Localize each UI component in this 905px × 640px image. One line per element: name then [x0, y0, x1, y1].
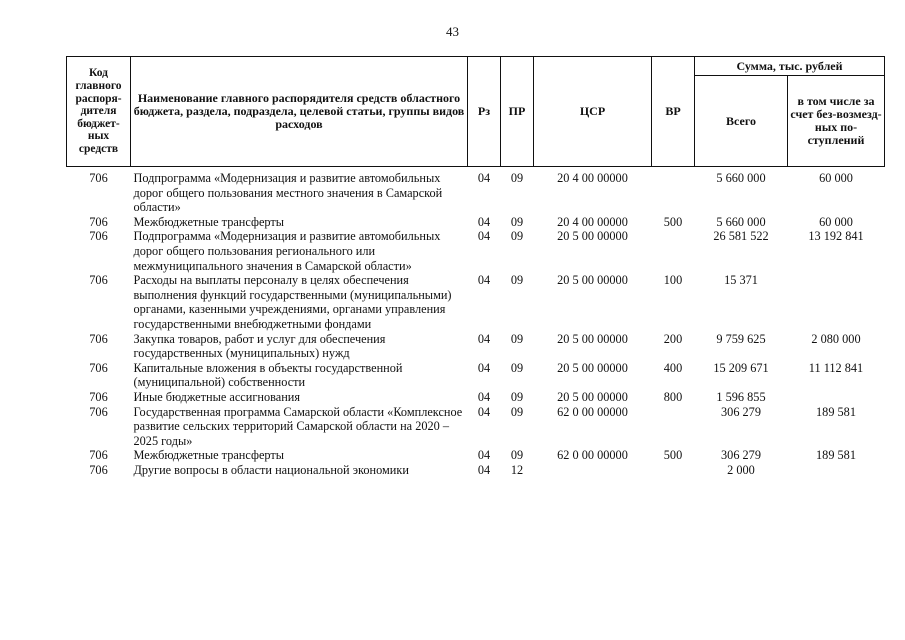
table-row	[67, 463, 885, 478]
cell-name: Подпрограмма «Модернизация и развитие автомобильных дорог общего пользования регионального или межмуниципального значения в Самарской области»	[133, 229, 441, 273]
cell-csr: 20 4 00 00000	[557, 214, 628, 229]
cell-csr	[534, 463, 652, 478]
cell-total: 2 000	[727, 462, 755, 477]
header-vr: ВР	[652, 57, 695, 167]
cell-vr: 400	[663, 360, 683, 375]
cell-csr: 62 0 00 00000	[557, 448, 628, 463]
cell-vr: 800	[663, 389, 683, 404]
cell-name: Государственная программа Самарской области «Комплексное развитие сельских территорий Самарской области на 2020 – 2025 годы»	[133, 404, 463, 448]
cell-pr: 12	[510, 462, 524, 477]
cell-code: 706	[89, 462, 108, 477]
table-row	[67, 332, 885, 361]
cell-csr: 20 5 00 00000	[557, 273, 628, 288]
table-body	[67, 167, 885, 478]
cell-name: Межбюджетные трансферты	[133, 214, 285, 229]
cell-incl	[788, 273, 885, 331]
cell-code: 706	[89, 389, 108, 404]
table-row	[67, 215, 885, 230]
cell-total: 9 759 625	[716, 331, 766, 346]
cell-pr: 09	[510, 389, 524, 404]
header-rz: Рз	[468, 57, 501, 167]
cell-incl	[788, 390, 885, 405]
header-csr: ЦСР	[534, 57, 652, 167]
cell-csr: 20 5 00 00000	[557, 331, 628, 346]
cell-rz: 04	[477, 171, 491, 185]
cell-code: 706	[89, 448, 108, 463]
table-row	[67, 273, 885, 331]
cell-vr	[652, 167, 695, 215]
cell-vr	[652, 405, 695, 449]
cell-rz: 04	[477, 229, 491, 244]
cell-total: 15 371	[724, 273, 758, 288]
cell-pr: 09	[510, 331, 524, 346]
cell-name: Иные бюджетные ассигнования	[133, 389, 301, 404]
table-row	[67, 390, 885, 405]
cell-name: Подпрограмма «Модернизация и развитие автомобильных дорог общего пользования местного значения в Самарской области»	[133, 171, 443, 215]
cell-code: 706	[89, 229, 108, 244]
cell-incl: 11 112 841	[808, 360, 864, 375]
cell-rz: 04	[477, 448, 491, 463]
cell-vr	[652, 463, 695, 478]
cell-csr: 20 5 00 00000	[557, 389, 628, 404]
cell-rz: 04	[477, 404, 491, 419]
cell-vr	[652, 229, 695, 273]
cell-incl: 189 581	[816, 448, 856, 463]
cell-pr: 09	[510, 448, 524, 463]
table-row	[67, 405, 885, 449]
cell-code: 706	[89, 171, 108, 185]
cell-code: 706	[89, 360, 108, 375]
cell-total: 5 660 000	[716, 171, 766, 185]
cell-name: Расходы на выплаты персоналу в целях обеспечения выполнения функций государственными (муниципальными) органами, казенными учреждениями, органами управления государственными внебюджетными фондами	[133, 273, 452, 331]
cell-pr: 09	[510, 171, 524, 185]
cell-rz: 04	[477, 214, 491, 229]
cell-rz: 04	[477, 389, 491, 404]
cell-rz: 04	[477, 462, 491, 477]
header-sum: Сумма, тыс. рублей	[695, 57, 885, 76]
header-total: Всего	[695, 76, 788, 167]
cell-csr: 20 5 00 00000	[557, 360, 628, 375]
cell-code: 706	[89, 273, 108, 288]
cell-vr: 500	[663, 214, 683, 229]
cell-code: 706	[89, 404, 108, 419]
header-pr: ПР	[501, 57, 534, 167]
cell-total: 26 581 522	[713, 229, 769, 244]
header-code: Код главного распоря-дителя бюджет-ных средств	[67, 57, 131, 167]
cell-total: 306 279	[721, 404, 761, 419]
cell-pr: 09	[510, 214, 524, 229]
cell-total: 306 279	[721, 448, 761, 463]
header-name: Наименование главного распорядителя средств областного бюджета, раздела, подраздела, целевой статьи, группы видов расходов	[131, 57, 468, 167]
table-row	[67, 229, 885, 273]
cell-incl	[788, 463, 885, 478]
cell-rz: 04	[477, 273, 491, 288]
cell-vr: 500	[663, 448, 683, 463]
cell-total: 15 209 671	[713, 360, 769, 375]
cell-name: Закупка товаров, работ и услуг для обеспечения государственных (муниципальных) нужд	[133, 331, 386, 361]
page-number: 43	[446, 24, 459, 39]
cell-csr: 20 4 00 00000	[557, 171, 628, 185]
cell-pr: 09	[510, 273, 524, 288]
table-header	[67, 57, 885, 167]
cell-csr: 20 5 00 00000	[557, 229, 628, 244]
cell-total: 1 596 855	[716, 389, 766, 404]
cell-code: 706	[89, 214, 108, 229]
cell-incl: 13 192 841	[808, 229, 864, 244]
cell-incl: 189 581	[816, 404, 856, 419]
cell-name: Капитальные вложения в объекты государственной (муниципальной) собственности	[133, 360, 403, 390]
cell-incl: 60 000	[819, 214, 853, 229]
cell-rz: 04	[477, 360, 491, 375]
cell-code: 706	[89, 331, 108, 346]
table-row	[67, 167, 885, 215]
cell-csr: 62 0 00 00000	[557, 404, 628, 419]
cell-pr: 09	[510, 229, 524, 244]
cell-incl: 60 000	[819, 171, 853, 185]
cell-total: 5 660 000	[716, 214, 766, 229]
budget-table	[66, 56, 885, 477]
cell-incl: 2 080 000	[811, 331, 861, 346]
header-incl: в том числе за счет без-возмезд-ных по-ступлений	[788, 76, 885, 167]
cell-name: Межбюджетные трансферты	[133, 448, 285, 463]
cell-vr: 100	[663, 273, 683, 288]
cell-name: Другие вопросы в области национальной экономики	[133, 462, 409, 477]
cell-pr: 09	[510, 360, 524, 375]
table-row	[67, 361, 885, 390]
cell-rz: 04	[477, 331, 491, 346]
cell-pr: 09	[510, 404, 524, 419]
table-row	[67, 448, 885, 463]
cell-vr: 200	[663, 331, 683, 346]
